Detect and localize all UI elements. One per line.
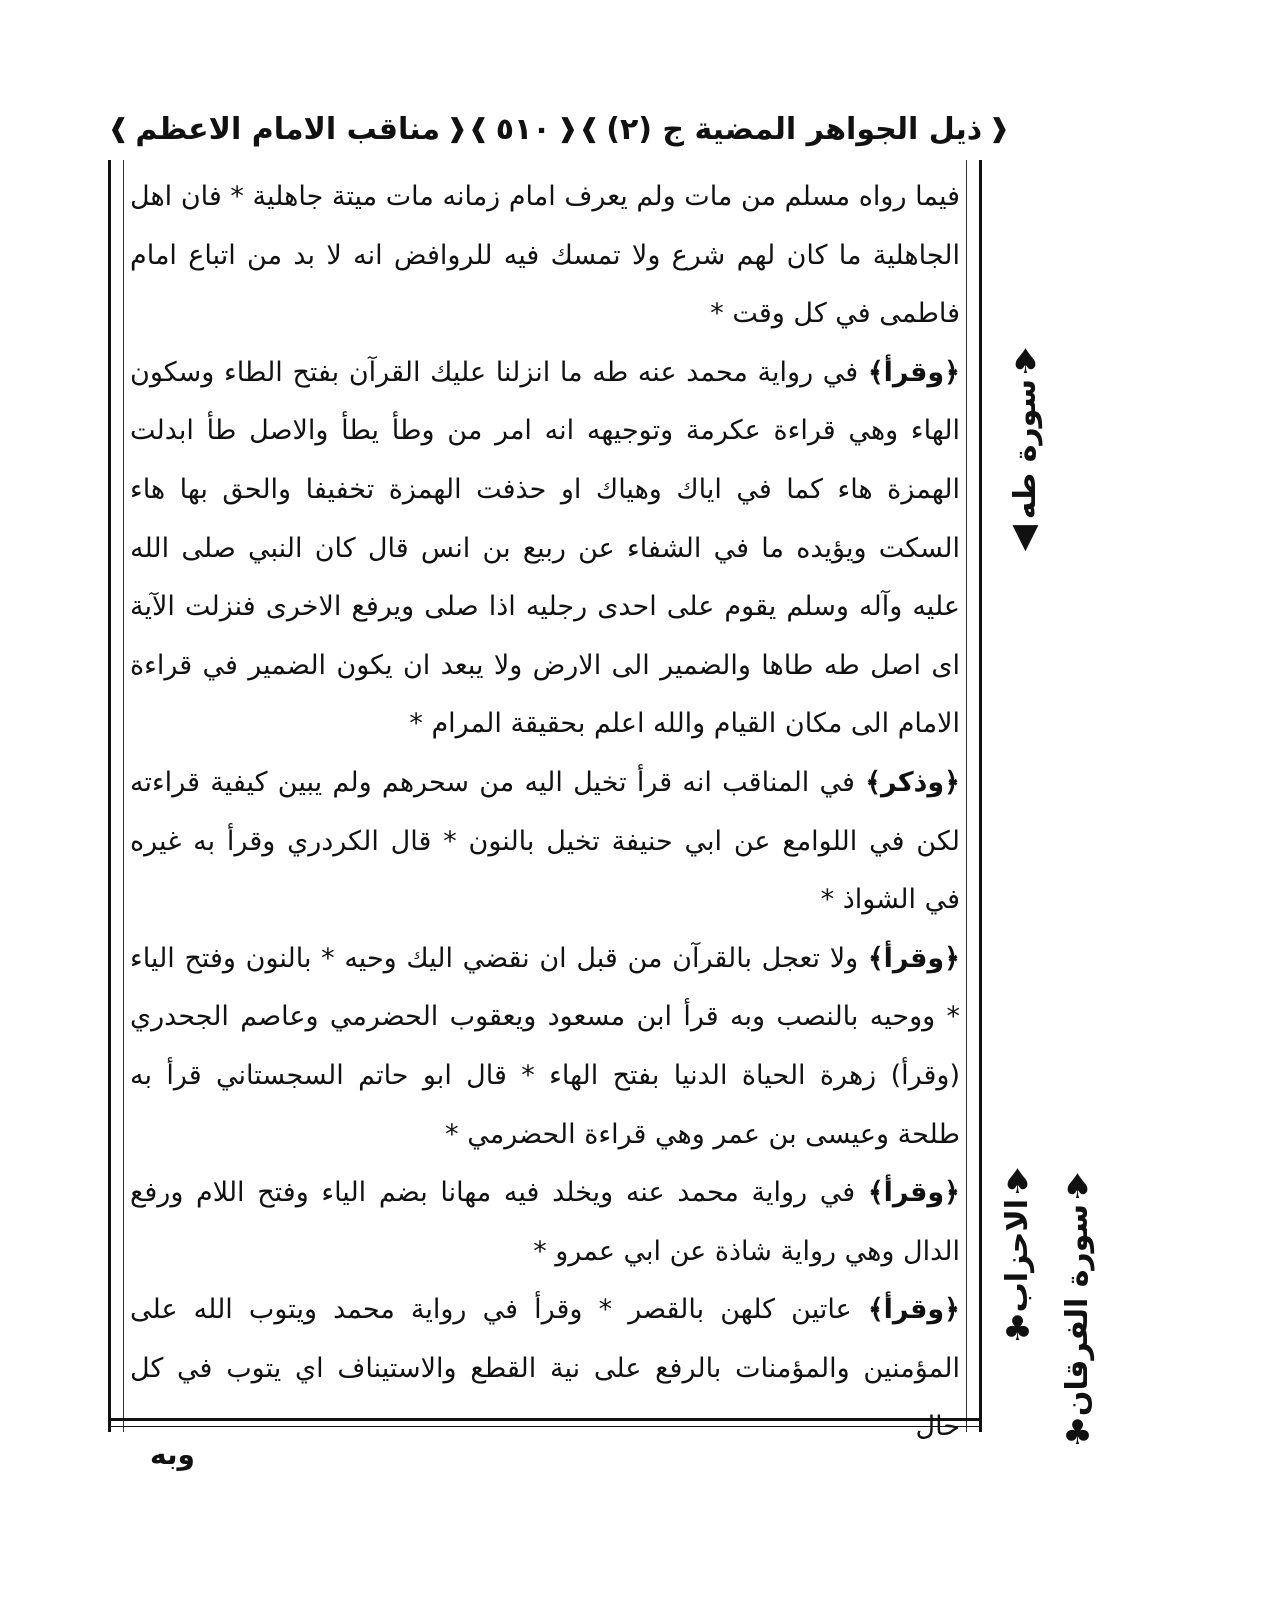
ornament-icon: ♠	[1010, 342, 1041, 382]
ornament-icon: ❰	[556, 114, 579, 144]
ornament-icon: ❰	[988, 114, 1010, 144]
ornament-icon: ♣	[1062, 1413, 1093, 1454]
ornament-icon: ❱	[467, 114, 490, 144]
paragraph-lead: ﴿وقرأ﴾	[867, 1294, 960, 1326]
ornament-icon: ❰	[446, 114, 468, 144]
paragraph: ﴿وقرأ﴾ ولا تعجل بالقرآن من قبل ان نقضي اليك وحيه * بالنون وفتح الياء * ووحيه بالنصب وبه قرأ ابن مسعود ويعقوب الحضرمي وعاصم الجحدري (وقرأ) زهرة الحياة الدنيا بفتح الهاء * قال ابو حاتم السجستاني قرأ به طلحة وعيسى بن عمر وهي قراءة الحضرمي *	[130, 942, 960, 1150]
paragraph-lead: ﴿وقرأ﴾	[867, 1177, 960, 1209]
margin-note-ahzab: ♠ الاحزاب ♣	[1000, 1162, 1035, 1350]
ornament-icon: ♠	[1062, 1167, 1093, 1207]
ornament-icon: ❱	[578, 114, 601, 144]
header-page-number: ❰ ٥١٠ ❱	[467, 111, 579, 147]
paragraph-lead: ﴿وقرأ﴾	[867, 942, 960, 974]
margin-note-taha: ♠ سورة طه ▼	[1008, 342, 1043, 557]
paragraph: ﴿وقرأ﴾ في رواية محمد عنه طه ما انزلنا عليك القرآن بفتح الطاء وسكون الهاء وهي قراءة عكرمة وتوجيهه انه امر من وطأ يطأ والاصل طأ ابدلت الهمزة هاء كما في اياك وهياك او حذفت الهمزة تخفيفا والحق بها هاء السكت ويؤيده ما في الشفاء عن ربيع بن انس قال كان النبي صلى الله عليه وآله وسلم يقوم على احدى رجليه اذا صلى ويرفع الاخرى فنزلت الآية اى اصل طه طاها والضمير الى الارض ولا يبعد ان يكون الضمير في قراءة الامام الى مكان القيام والله اعلم بحقيقة المرام *	[130, 356, 960, 740]
paragraph: فيما رواه مسلم من مات ولم يعرف امام زمانه مات ميتة جاهلية * فان اهل الجاهلية ما كان لهم شرع ولا تمسك فيه للروافض انه لا بد من اتباع امام فاطمى في كل وقت *	[130, 181, 960, 330]
catchword: وبه	[150, 1438, 195, 1471]
paragraph-lead: ﴿وذكر﴾	[865, 766, 960, 798]
page-header	[107, 100, 1010, 158]
margin-note-furqan: ♠ سورة الفرقان ♣	[1060, 1167, 1095, 1454]
paragraph: ﴿وذكر﴾ في المناقب انه قرأ تخيل اليه من سحرهم ولم يبين كيفية قراءته لكن في اللوامع عن ابي حنيفة تخيل بالنون * قال الكردري وقرأ به غيره في الشواذ *	[130, 766, 960, 916]
ornament-icon: ▼	[1012, 516, 1039, 557]
paragraph: ﴿وقرأ﴾ في رواية محمد عنه ويخلد فيه مهانا بضم الياء وفتح اللام ورفع الدال وهي رواية شاذة عن ابي عمرو *	[130, 1177, 960, 1267]
paragraph-lead: ﴿وقرأ﴾	[867, 356, 960, 388]
paragraph: ﴿وقرأ﴾ عاتين كلهن بالقصر * وقرأ في رواية محمد ويتوب الله على المؤمنين والمؤمنات بالرفع على نية القطع والاستيناف اي يتوب في كل حال	[130, 1294, 960, 1443]
ornament-icon: ♠	[1002, 1162, 1033, 1202]
main-text	[130, 168, 960, 1457]
ornament-icon: ❱	[107, 114, 130, 144]
header-section-title: ❰ مناقب الامام الاعظم ❱	[107, 111, 468, 147]
ornament-icon: ♣	[1002, 1309, 1033, 1350]
header-book-title: ❰ ذيل الجواهر المضية ج (٢) ❱	[578, 111, 1010, 147]
